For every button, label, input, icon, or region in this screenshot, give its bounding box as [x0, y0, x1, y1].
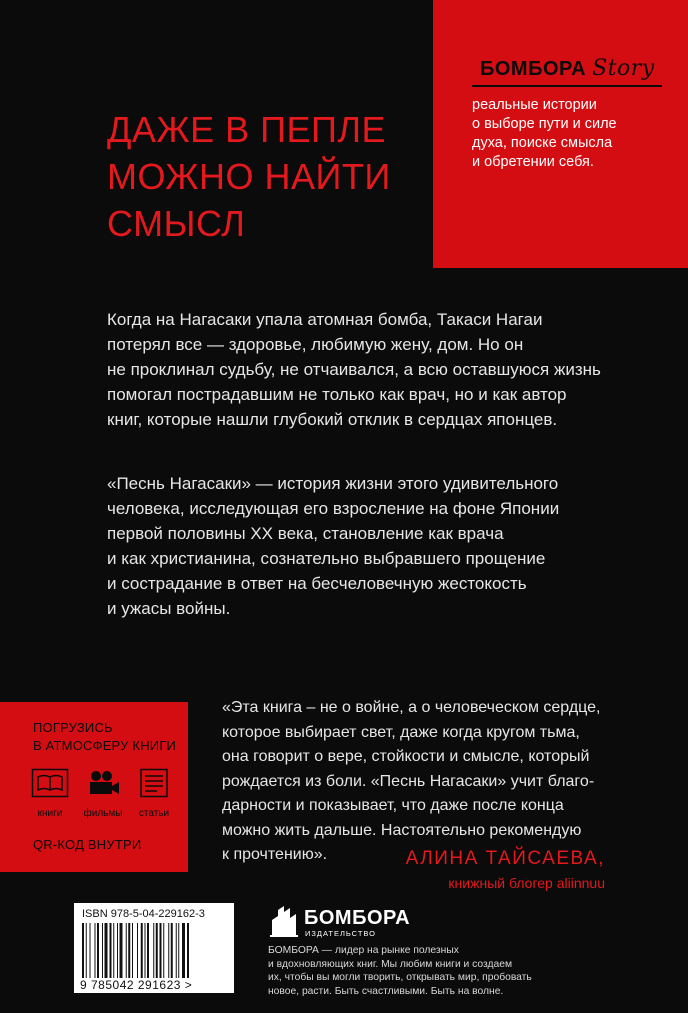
series-story: Story — [592, 56, 655, 81]
quote-line: дарности и показывает, что даже после конца — [222, 797, 564, 814]
article-icon — [135, 768, 173, 798]
paragraph-line: потерял все — здоровье, любимую жену, дом. Но он — [107, 335, 524, 354]
paragraph-line: не проклинал судьбу, не отчаивался, а всю оставшуюся жизнь — [107, 360, 601, 379]
film-camera-icon — [84, 768, 122, 798]
quote-line: к прочтению». — [222, 846, 328, 863]
publisher-description — [268, 944, 532, 998]
headline — [107, 106, 427, 247]
publisher-description-line: их, чтобы вы могли творить, открывать мир, пробовать — [268, 972, 532, 983]
qr-books-caption: книги — [37, 808, 63, 819]
quote-author: АЛИНА ТАЙСАЕВА, — [405, 848, 605, 869]
series-description-line: реальные истории — [472, 97, 597, 113]
series-description-line: и обретении себя. — [472, 154, 594, 170]
annotation-paragraph-1 — [107, 307, 601, 432]
barcode-icon — [82, 923, 226, 978]
publisher-description-line: БОМБОРА — лидер на рынке полезных — [268, 945, 459, 956]
review-quote — [222, 696, 600, 868]
series-description — [472, 96, 662, 172]
qr-films-caption: фильмы — [83, 808, 123, 819]
series-logo-underline — [472, 85, 662, 87]
series-logo — [480, 56, 655, 81]
qr-articles-caption: статьи — [138, 808, 170, 819]
paragraph-line: Когда на Нагасаки упала атомная бомба, Такаси Нагаи — [107, 310, 543, 329]
quote-line: она говорит о вере, стойкости и смысле, который — [222, 748, 590, 765]
series-description-line: духа, поиске смысла — [472, 135, 613, 151]
publisher-subtitle: ИЗДАТЕЛЬСТВО — [305, 929, 377, 938]
quote-author-role: книжный блогер aliinnuu — [448, 875, 605, 891]
paragraph-line: первой половины XX века, становление как врача — [107, 524, 504, 543]
series-description-line: о выборе пути и силе — [472, 116, 617, 132]
qr-inside-note: QR-КОД ВНУТРИ — [33, 837, 142, 852]
quote-line: можно жить дальше. Настоятельно рекомендую — [222, 821, 582, 839]
quote-line: которое выбирает свет, даже когда кругом тьма, — [222, 723, 580, 741]
quote-line: рождается из боли. «Песнь Нагасаки» учит благо- — [222, 772, 595, 790]
annotation-paragraph-2 — [107, 471, 559, 621]
barcode-digits: 9 785042 291623 > — [80, 978, 193, 992]
paragraph-line: книг, которые нашли глубокий отклик в сердцах японцев. — [107, 410, 558, 429]
paragraph-line: и ужасы войны. — [107, 599, 231, 618]
publisher-name: БОМБОРА — [304, 907, 411, 929]
quote-line: «Эта книга – не о войне, а о человеческом сердце, — [222, 699, 601, 716]
book-icon — [31, 768, 69, 798]
headline-line: СМЫСЛ — [107, 203, 246, 244]
publisher-description-line: новое, расти. Быть счастливыми. Быть на волне. — [268, 985, 504, 997]
headline-line: ДАЖЕ В ПЕПЛЕ — [107, 109, 387, 150]
paragraph-line: и как христианина, сознательно выбравшего прощение — [107, 549, 546, 568]
paragraph-line: «Песнь Нагасаки» — история жизни этого удивительного — [107, 474, 559, 493]
paragraph-line: помогал пострадавшим не только как врач, но и как автор — [107, 385, 567, 404]
headline-line: МОЖНО НАЙТИ — [107, 156, 391, 197]
qr-title-line-2: В АТМОСФЕРУ КНИГИ — [33, 738, 177, 753]
paragraph-line: и сострадание в ответ на бесчеловечную жестокость — [107, 574, 527, 593]
paragraph-line: человека, исследующая его взросление на фоне Японии — [107, 499, 560, 518]
series-brand: БОМБОРА — [480, 58, 587, 80]
qr-title-line-1: ПОГРУЗИСЬ — [33, 720, 113, 735]
publisher-logo-icon — [268, 902, 300, 938]
publisher-description-line: и вдохновляющих книг. Мы любим книги и создаем — [268, 958, 513, 970]
isbn-text: ISBN 978-5-04-229162-3 — [82, 908, 205, 920]
